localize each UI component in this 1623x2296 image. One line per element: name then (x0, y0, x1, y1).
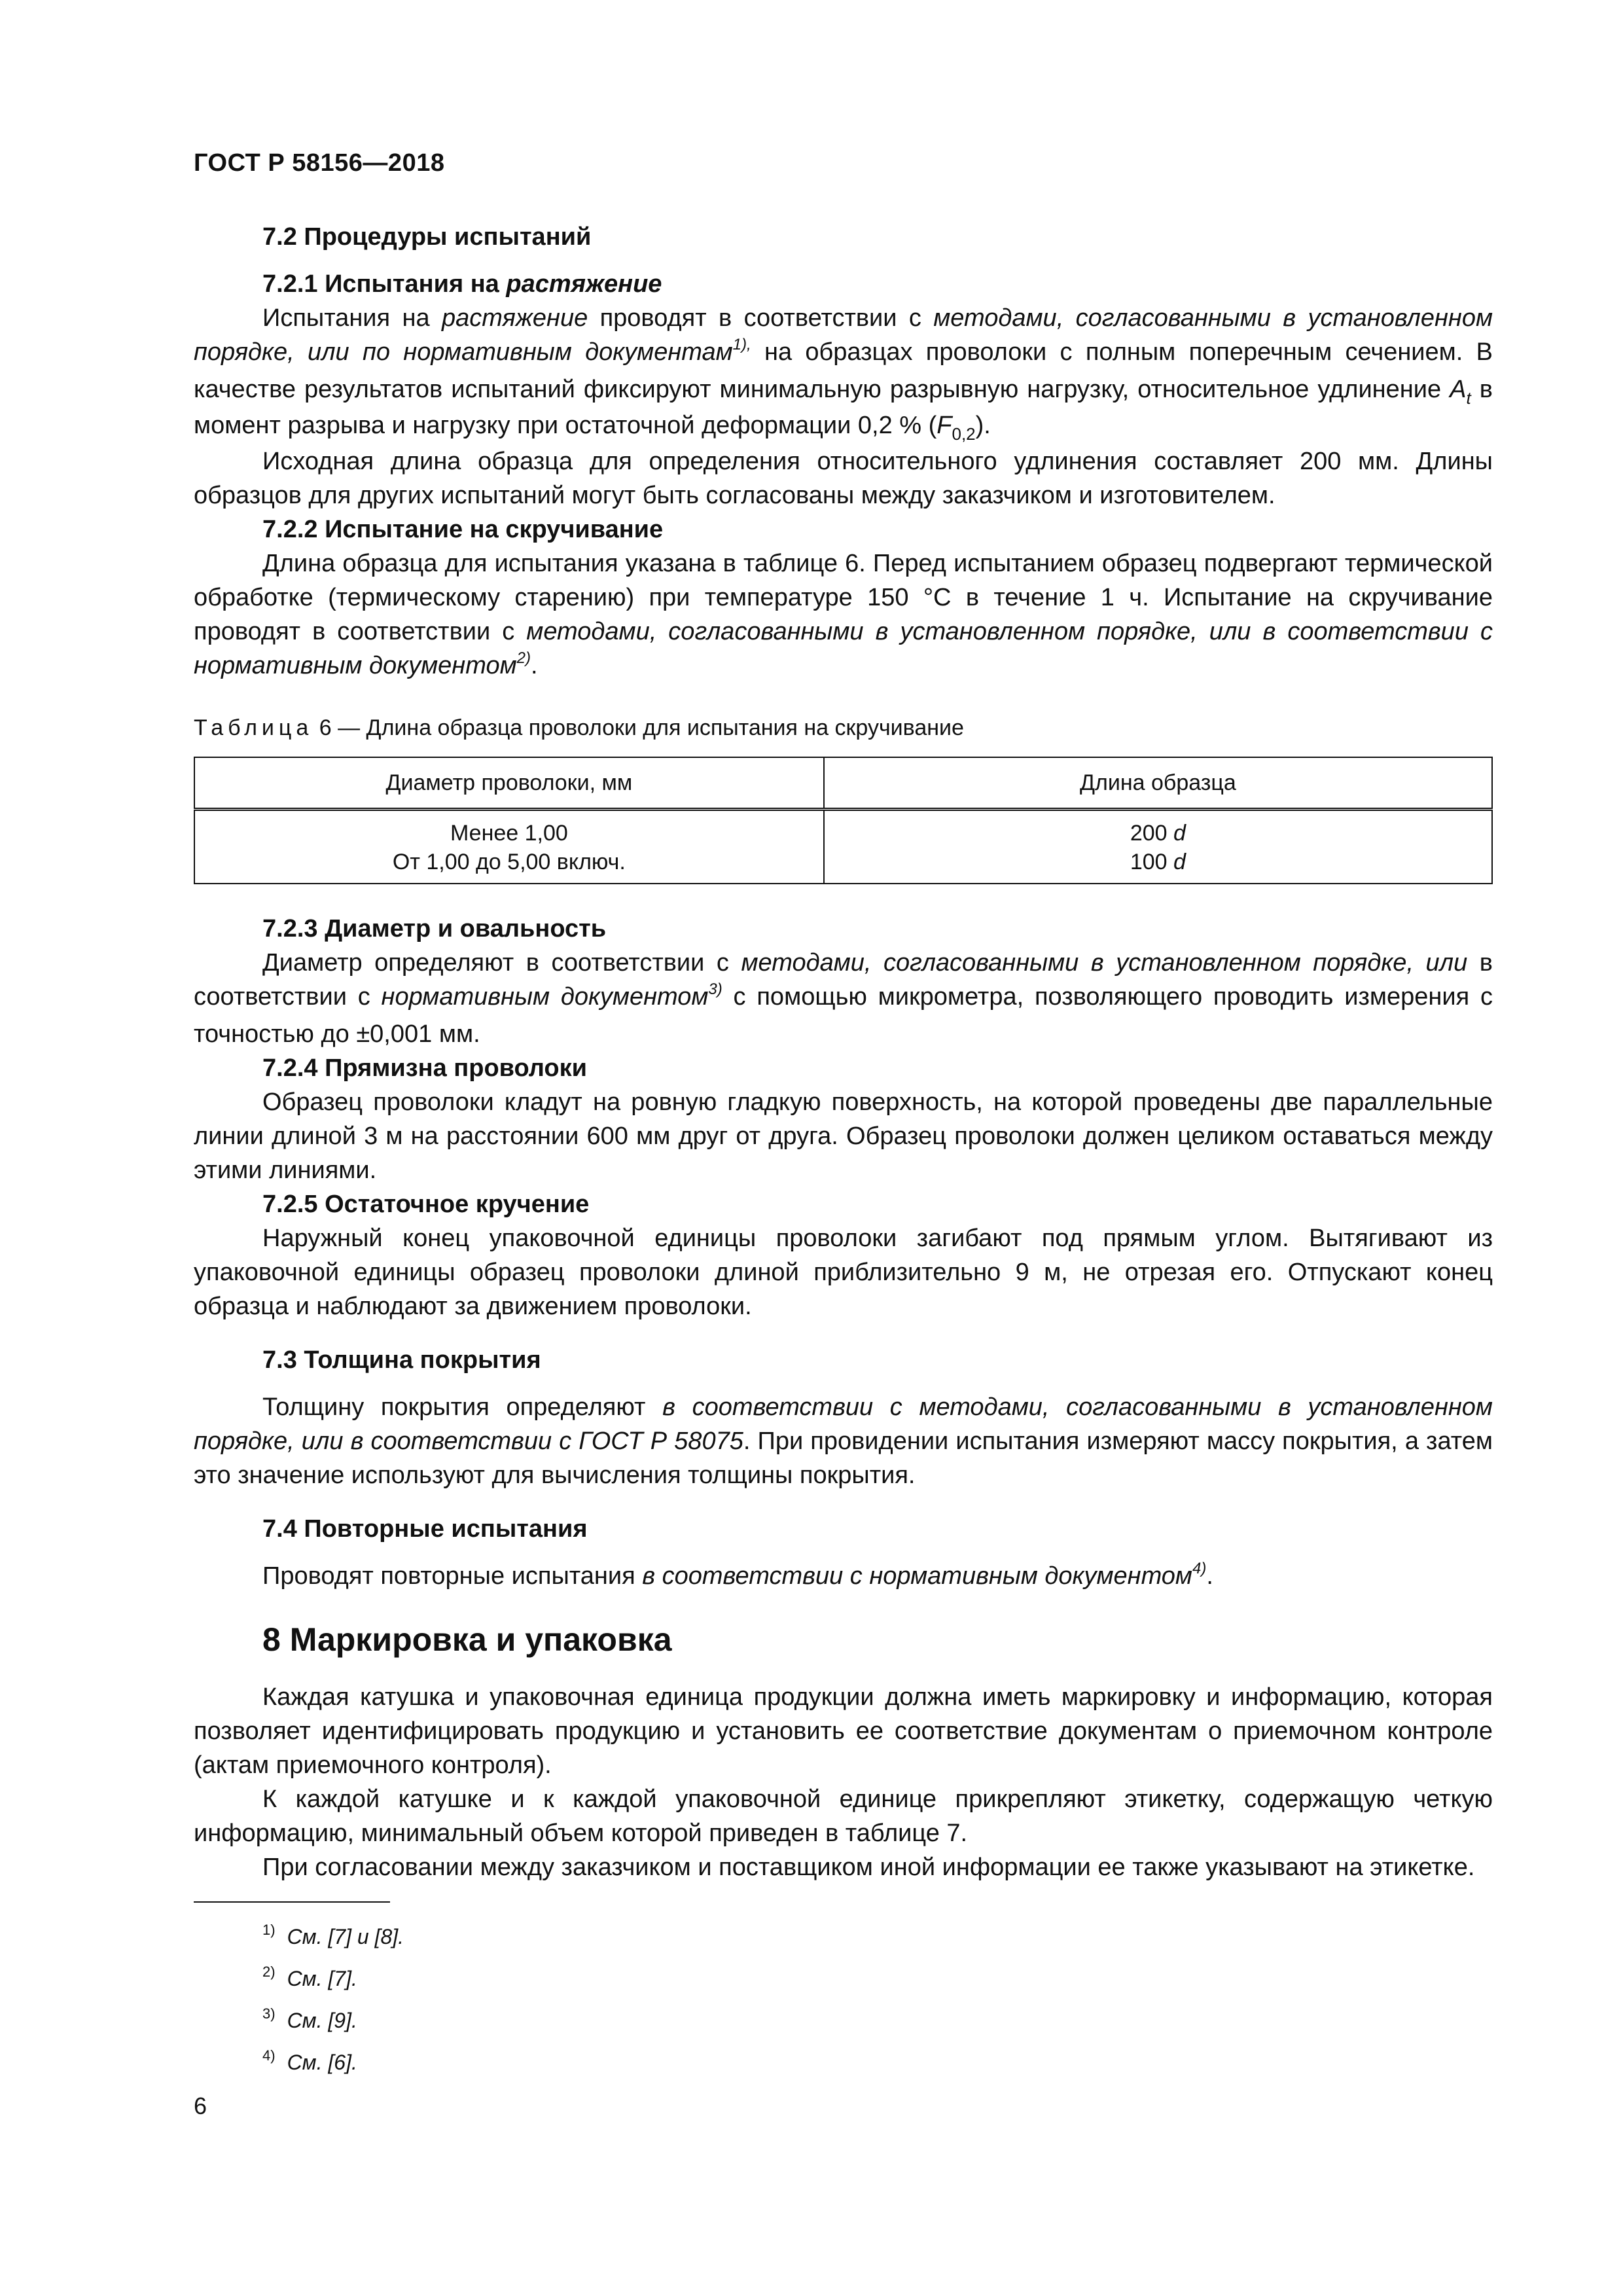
heading-italic-text: растяжение (506, 270, 662, 298)
table-row (194, 810, 1492, 884)
paragraph-8-b: К каждой катушке и к каждой упаковочной единице прикрепляют этикетку, содержащую четкую информацию, минимальный объем которой приведен в таблице 7. (194, 1785, 1493, 1847)
footnote-text: См. [9]. (287, 2009, 357, 2032)
table-header-diameter: Диаметр проволоки, мм (194, 757, 824, 810)
footnote-number: 2) (262, 1964, 276, 1980)
page-content (194, 220, 1493, 2085)
length-value (831, 848, 1485, 876)
page-number: 6 (194, 2092, 207, 2119)
text-run: Толщину покрытия определяют (262, 1393, 663, 1421)
text-run: Проводят повторные испытания (262, 1562, 643, 1590)
footnote-ref[interactable]: 3) (708, 980, 722, 998)
length-number: 100 (1130, 850, 1173, 874)
text-run: с помощью микрометра, позволяющего проводить измерения с точностью до ±0,001 мм. (194, 983, 1493, 1048)
section-heading-8: 8 Маркировка и упаковка (262, 1621, 672, 1658)
length-variable: d (1173, 850, 1186, 874)
paragraph-7-2-3 (194, 946, 1493, 1051)
text-run: ). (975, 412, 991, 439)
paragraph-7-2-5: Наружный конец упаковочной единицы проволоки загибают под прямым углом. Вытягивают из упаковочной единицы образец проволоки длиной приблизительно 9 м, не отрезая его. Отпускают конец образца и наблюдают за движением проволоки. (194, 1225, 1493, 1320)
footnote-ref[interactable]: 2) (516, 649, 531, 667)
text-run: в момент разрыва и нагрузку при остаточной деформации 0,2 % ( (194, 376, 1493, 439)
section-heading-7-4: 7.4 Повторные испытания (262, 1515, 588, 1543)
text-run: в соответствии с (194, 949, 1493, 1011)
text-run: . При провидении испытания измеряют массу покрытия, а затем это значение используют для вычисления толщины покрытия. (194, 1427, 1493, 1489)
heading-text: 7.2.1 Испытания на (262, 270, 507, 298)
section-heading-7-2-2: 7.2.2 Испытание на скручивание (262, 516, 664, 543)
footnote-number: 1) (262, 1922, 276, 1938)
footnote-number: 4) (262, 2047, 276, 2064)
section-heading-7-2-4: 7.2.4 Прямизна проволоки (262, 1054, 588, 1082)
paragraph-8-c: При согласовании между заказчиком и поставщиком иной информации ее также указывают на этикетке. (262, 1854, 1475, 1881)
paragraph-7-2-1-b: Исходная длина образца для определения относительного удлинения составляет 200 мм. Длины образцов для других испытаний могут быть согласованы между заказчиком и изготовителем. (194, 448, 1493, 509)
text-run-italic: нормативным документом (381, 983, 709, 1011)
section-heading-7-2: 7.2 Процедуры испытаний (262, 223, 592, 251)
diameter-value: От 1,00 до 5,00 включ. (392, 850, 626, 874)
footnote-item (194, 1917, 1493, 1959)
footnote-item (194, 2043, 1493, 2085)
paragraph-7-2-1-a (194, 301, 1493, 444)
text-run: Испытания на (262, 304, 442, 332)
document-id-header: ГОСТ Р 58156—2018 (194, 149, 445, 177)
symbol-a: A (1450, 376, 1467, 403)
footnote-divider (194, 1901, 390, 1903)
sample-length-table (194, 757, 1493, 884)
table-caption-word: Таблица (194, 715, 313, 740)
paragraph-7-4 (194, 1559, 1493, 1596)
section-heading-7-2-1 (194, 267, 1493, 301)
text-run-italic: в соответствии с нормативным документом (642, 1562, 1192, 1590)
footnote-text: См. [6]. (287, 2051, 357, 2074)
table-cell-lengths (824, 810, 1492, 884)
footnote-item (194, 1959, 1493, 2001)
paragraph-8-a: Каждая катушка и упаковочная единица продукции должна иметь маркировку и информацию, которая позволяет идентифицировать продукцию и установить ее соответствие документам о приемочном контроле (актам приемочного контроля). (194, 1683, 1493, 1779)
paragraph-7-2-2 (194, 547, 1493, 686)
symbol-f: F (936, 412, 952, 439)
symbol-subscript: t (1466, 388, 1471, 408)
footnote-number: 3) (262, 2005, 276, 2022)
table-header-length: Длина образца (824, 757, 1492, 810)
section-heading-7-2-3: 7.2.3 Диаметр и овальность (262, 915, 607, 942)
footnote-text: См. [7] и [8]. (287, 1925, 404, 1948)
text-run-italic: в соответствии с методами, согласованными в установленном порядке, или в соответствии с ГОСТ Р 58075 (194, 1393, 1493, 1455)
text-run: . (530, 652, 538, 679)
length-number: 200 (1130, 821, 1173, 846)
length-value (831, 819, 1485, 848)
length-variable: d (1173, 821, 1186, 846)
table-cell-diameters (194, 810, 824, 884)
text-run: на образцах проволоки с полным поперечным сечением. В качестве результатов испытаний фиксируют минимальную разрывную нагрузку, относительное удлинение (194, 338, 1493, 403)
symbol-subscript: 0,2 (952, 424, 976, 444)
footnote-ref[interactable]: 1), (732, 336, 751, 353)
table-header-row (194, 757, 1492, 810)
paragraph-7-2-4: Образец проволоки кладут на ровную гладкую поверхность, на которой проведены две параллельные линии длиной 3 м на расстоянии 600 мм друг от друга. Образец проволоки должен целиком оставаться между этими линиями. (194, 1088, 1493, 1184)
footnote-item (194, 2001, 1493, 2043)
text-run: Длина образца для испытания указана в таблице 6. Перед испытанием образец подвергают термической обработке (термическому старению) при температуре 150 °С в течение 1 ч. Испытание на скручивание проводят в соответствии с (194, 550, 1493, 645)
text-run: . (1206, 1562, 1213, 1590)
text-run: проводят в соответствии с (588, 304, 934, 332)
paragraph-7-3 (194, 1390, 1493, 1492)
text-run-italic: растяжение (441, 304, 588, 332)
text-run: Диаметр определяют в соответствии с (262, 949, 741, 977)
table-caption (194, 713, 1493, 742)
text-run-italic: методами, согласованными в установленном порядке, или (741, 949, 1468, 977)
footnote-ref[interactable]: 4) (1192, 1560, 1207, 1577)
text-run-italic: методами, согласованными в установленном порядке, или в соответствии с нормативным документом (194, 618, 1493, 679)
section-heading-7-2-5: 7.2.5 Остаточное кручение (262, 1191, 590, 1218)
text-run-italic: методами, согласованными в установленном порядке, или по нормативным документам (194, 304, 1493, 366)
diameter-value: Менее 1,00 (450, 821, 568, 846)
section-heading-7-3: 7.3 Толщина покрытия (262, 1346, 541, 1374)
footnote-text: См. [7]. (287, 1967, 357, 1990)
table-caption-text: 6 — Длина образца проволоки для испытания на скручивание (313, 715, 964, 740)
